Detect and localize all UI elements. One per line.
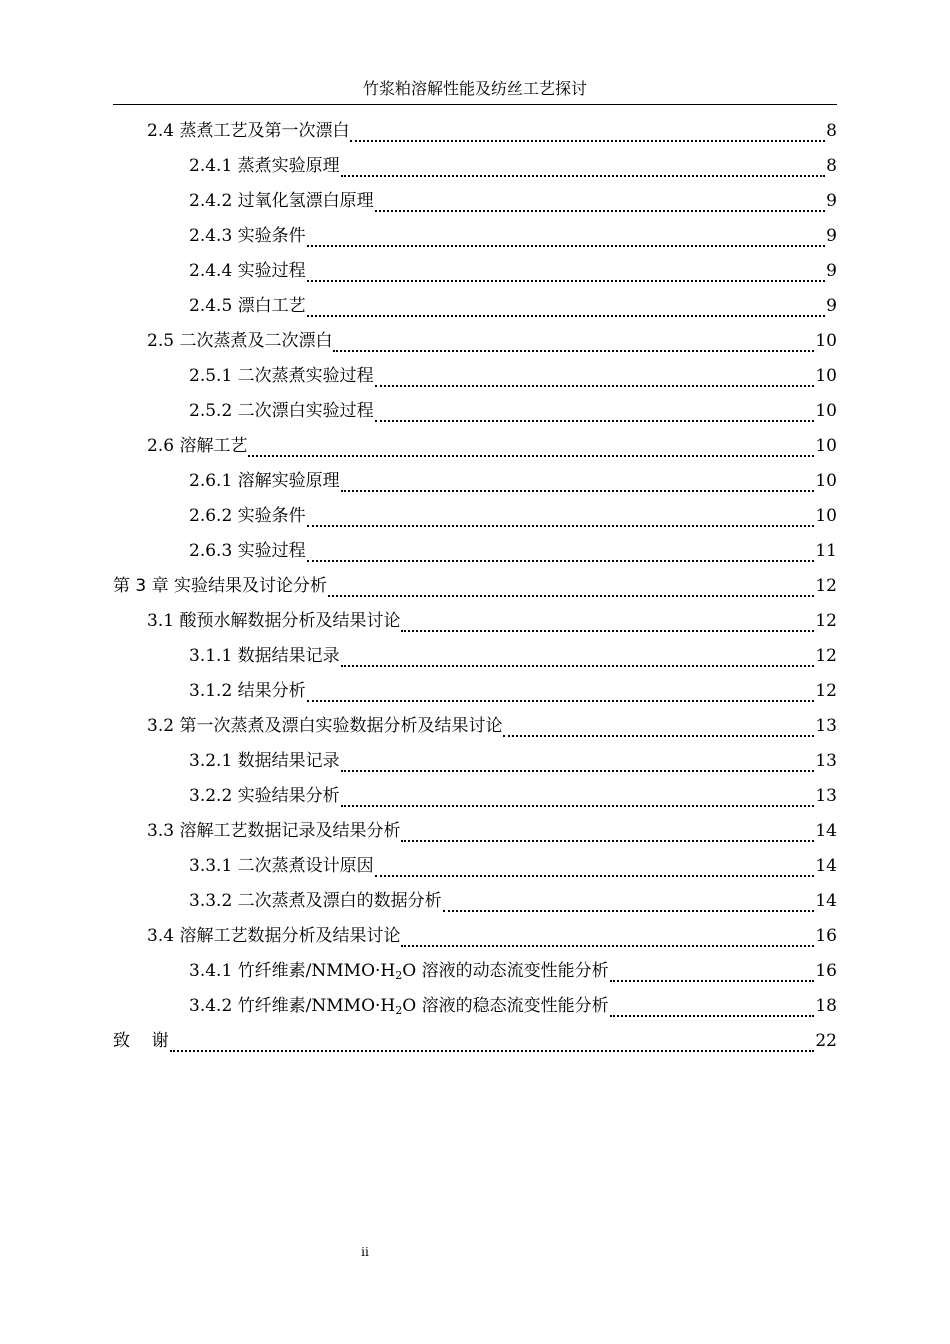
toc-entry-page: 13	[815, 786, 837, 806]
leader-dots	[307, 560, 815, 562]
toc-entry-page: 8	[826, 156, 837, 176]
toc-entry[interactable]	[113, 327, 837, 362]
leader-dots	[170, 1050, 815, 1052]
toc-entry-title	[189, 992, 609, 1020]
toc-entry-title: 2.4.2 过氧化氢漂白原理	[189, 191, 374, 211]
header-title: 竹浆粕溶解性能及纺丝工艺探讨	[362, 79, 587, 98]
leader-dots	[401, 945, 814, 947]
toc-entry-title: 3.4 溶解工艺数据分析及结果讨论	[147, 926, 401, 946]
leader-dots	[307, 700, 815, 702]
leader-dots	[610, 1015, 815, 1017]
toc-entry[interactable]	[113, 922, 837, 957]
toc-entry-page: 22	[815, 1031, 837, 1051]
leader-dots	[333, 350, 814, 352]
toc-entry-title: 2.6.3 实验过程	[189, 541, 306, 561]
leader-dots	[443, 910, 815, 912]
toc-entry-page: 14	[815, 891, 837, 911]
subscript: 2	[395, 1004, 403, 1017]
toc-entry-page: 10	[815, 471, 837, 491]
toc-entry[interactable]	[113, 992, 837, 1027]
title-part: O 溶液的动态流变性能分析	[402, 961, 609, 981]
toc-entry-title: 3.2.2 实验结果分析	[189, 786, 340, 806]
title-part: 3.4.1 竹纤维素/NMMO·H	[189, 961, 396, 981]
toc-entry-page: 13	[815, 751, 837, 771]
toc-entry[interactable]	[113, 152, 837, 187]
subscript: 2	[395, 969, 403, 982]
toc-entry[interactable]	[113, 117, 837, 152]
toc-entry-page: 12	[815, 646, 837, 666]
toc-entry[interactable]	[113, 747, 837, 782]
toc-entry[interactable]	[113, 852, 837, 887]
toc-entry-page: 12	[815, 681, 837, 701]
toc-entry-page: 14	[815, 821, 837, 841]
toc-entry-title: 3.1 酸预水解数据分析及结果讨论	[147, 611, 401, 631]
toc-entry[interactable]	[113, 222, 837, 257]
toc-entry-page: 10	[815, 366, 837, 386]
toc-entry-page: 9	[826, 226, 837, 246]
toc-entry[interactable]	[113, 187, 837, 222]
toc-entry-title: 2.4.1 蒸煮实验原理	[189, 156, 340, 176]
toc-entry-page: 10	[815, 331, 837, 351]
page-number: ii	[361, 1245, 369, 1259]
leader-dots	[375, 875, 815, 877]
leader-dots	[341, 490, 815, 492]
toc-entry-page: 10	[815, 436, 837, 456]
toc-entry-title: 2.6.2 实验条件	[189, 506, 306, 526]
leader-dots	[328, 595, 814, 597]
leader-dots	[375, 420, 815, 422]
toc-entry-title: 2.5 二次蒸煮及二次漂白	[147, 331, 333, 351]
table-of-contents	[113, 117, 837, 1062]
toc-entry-title: 2.4.5 漂白工艺	[189, 296, 306, 316]
leader-dots	[375, 385, 815, 387]
toc-entry-page: 14	[815, 856, 837, 876]
toc-chapter-entry[interactable]	[113, 1027, 837, 1062]
toc-entry-title: 2.4.4 实验过程	[189, 261, 306, 281]
toc-entry[interactable]	[113, 537, 837, 572]
toc-entry[interactable]	[113, 607, 837, 642]
toc-entry[interactable]	[113, 432, 837, 467]
leader-dots	[307, 525, 815, 527]
toc-entry-title: 2.5.1 二次蒸煮实验过程	[189, 366, 374, 386]
toc-entry[interactable]	[113, 502, 837, 537]
leader-dots	[375, 210, 826, 212]
toc-entry-page: 9	[826, 191, 837, 211]
toc-entry-page: 9	[826, 296, 837, 316]
toc-entry-title: 2.6 溶解工艺	[147, 436, 248, 456]
toc-entry-page: 16	[815, 926, 837, 946]
toc-entry-title: 2.6.1 溶解实验原理	[189, 471, 340, 491]
toc-entry-title: 2.5.2 二次漂白实验过程	[189, 401, 374, 421]
toc-entry[interactable]	[113, 782, 837, 817]
toc-entry-title: 3.2.1 数据结果记录	[189, 751, 340, 771]
toc-entry-page: 10	[815, 506, 837, 526]
leader-dots	[350, 140, 825, 142]
toc-entry-page: 18	[815, 996, 837, 1016]
running-header	[113, 78, 837, 105]
toc-entry[interactable]	[113, 817, 837, 852]
title-part: O 溶液的稳态流变性能分析	[402, 996, 609, 1016]
toc-entry[interactable]	[113, 642, 837, 677]
toc-entry-title: 3.3.2 二次蒸煮及漂白的数据分析	[189, 891, 442, 911]
toc-entry-title: 3.2 第一次蒸煮及漂白实验数据分析及结果讨论	[147, 716, 503, 736]
toc-entry-title	[189, 957, 609, 985]
leader-dots	[503, 735, 814, 737]
toc-entry-title: 致 谢	[113, 1031, 169, 1051]
leader-dots	[341, 175, 826, 177]
leader-dots	[341, 770, 815, 772]
title-part: 3.4.2 竹纤维素/NMMO·H	[189, 996, 396, 1016]
toc-entry[interactable]	[113, 677, 837, 712]
toc-entry-page: 12	[815, 576, 837, 596]
leader-dots	[610, 980, 815, 982]
toc-entry-title: 2.4.3 实验条件	[189, 226, 306, 246]
leader-dots	[248, 455, 814, 457]
leader-dots	[401, 630, 814, 632]
toc-entry-page: 16	[815, 961, 837, 981]
toc-entry-title: 3.1.1 数据结果记录	[189, 646, 340, 666]
toc-entry-page: 13	[815, 716, 837, 736]
toc-entry-title: 第 3 章 实验结果及讨论分析	[113, 576, 328, 596]
toc-entry-title: 3.3 溶解工艺数据记录及结果分析	[147, 821, 401, 841]
toc-entry-page: 8	[826, 121, 837, 141]
toc-entry[interactable]	[113, 292, 837, 327]
leader-dots	[307, 315, 826, 317]
toc-chapter-entry[interactable]	[113, 572, 837, 607]
toc-entry[interactable]	[113, 257, 837, 292]
toc-entry-title: 2.4 蒸煮工艺及第一次漂白	[147, 121, 350, 141]
toc-entry[interactable]	[113, 362, 837, 397]
leader-dots	[341, 805, 815, 807]
toc-entry-title: 3.1.2 结果分析	[189, 681, 306, 701]
toc-entry[interactable]	[113, 887, 837, 922]
toc-entry-page: 10	[815, 401, 837, 421]
leader-dots	[307, 280, 826, 282]
toc-entry-page: 11	[815, 541, 837, 561]
toc-entry-page: 9	[826, 261, 837, 281]
leader-dots	[307, 245, 826, 247]
leader-dots	[401, 840, 814, 842]
toc-entry[interactable]	[113, 467, 837, 502]
toc-entry[interactable]	[113, 397, 837, 432]
leader-dots	[341, 665, 815, 667]
toc-entry-title: 3.3.1 二次蒸煮设计原因	[189, 856, 374, 876]
toc-entry-page: 12	[815, 611, 837, 631]
toc-entry[interactable]	[113, 712, 837, 747]
toc-entry[interactable]	[113, 957, 837, 992]
